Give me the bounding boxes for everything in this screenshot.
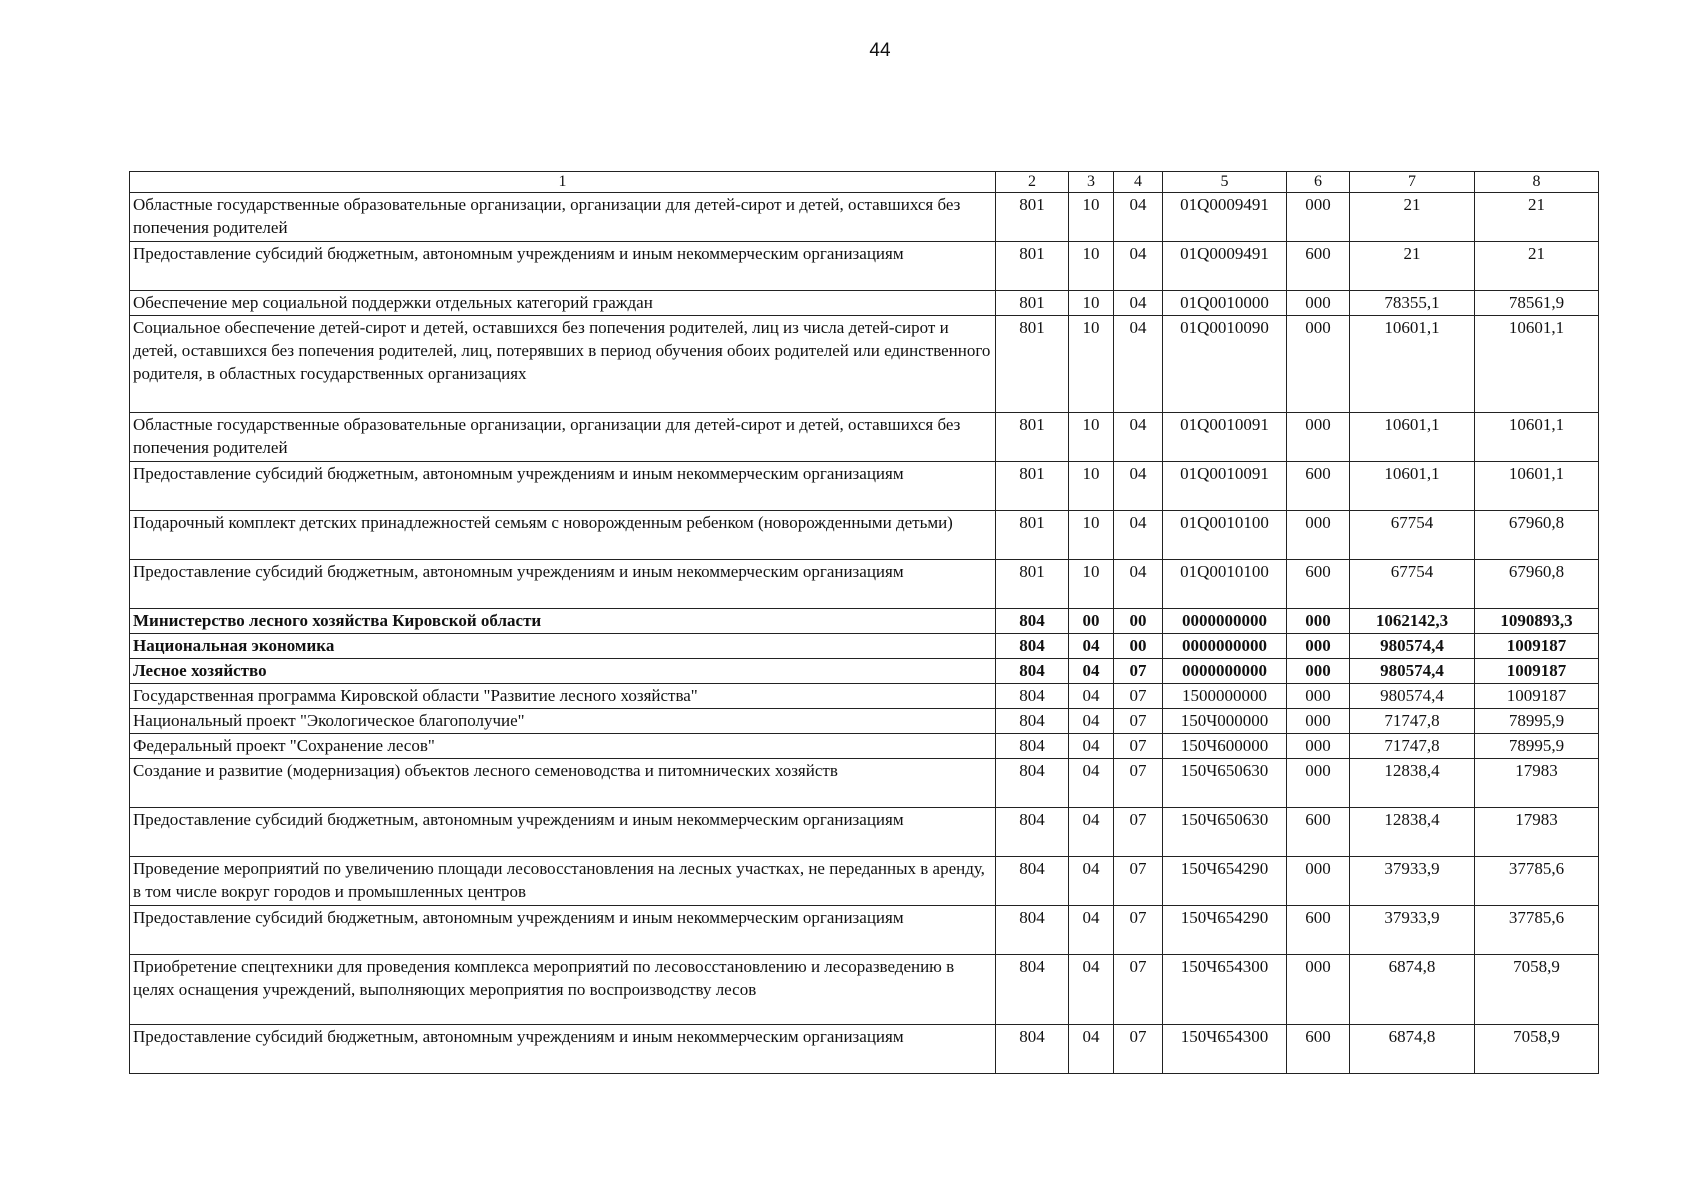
row-code-6: 000 — [1287, 193, 1350, 242]
row-code-3: 10 — [1069, 511, 1114, 560]
row-code-2: 804 — [996, 634, 1069, 659]
row-value-8: 37785,6 — [1475, 857, 1599, 906]
table-row — [130, 709, 1599, 734]
row-value-8: 21 — [1475, 242, 1599, 291]
row-code-2: 804 — [996, 684, 1069, 709]
row-code-4: 00 — [1114, 609, 1163, 634]
row-value-8: 67960,8 — [1475, 511, 1599, 560]
row-value-7: 980574,4 — [1350, 659, 1475, 684]
row-code-4: 07 — [1114, 684, 1163, 709]
row-value-8: 1009187 — [1475, 634, 1599, 659]
row-code-5: 150Ч000000 — [1163, 709, 1287, 734]
row-code-5: 1500000000 — [1163, 684, 1287, 709]
row-code-2: 804 — [996, 734, 1069, 759]
row-name: Федеральный проект "Сохранение лесов" — [130, 734, 996, 759]
row-name: Создание и развитие (модернизация) объектов лесного семеноводства и питомнических хозяйств — [130, 759, 996, 808]
row-value-7: 10601,1 — [1350, 316, 1475, 413]
row-code-3: 04 — [1069, 1025, 1114, 1074]
row-value-7: 67754 — [1350, 511, 1475, 560]
row-code-3: 10 — [1069, 291, 1114, 316]
table-row — [130, 734, 1599, 759]
row-name: Подарочный комплект детских принадлежностей семьям с новорожденным ребенком (новорожденными детьми) — [130, 511, 996, 560]
row-code-2: 801 — [996, 242, 1069, 291]
table-body — [130, 193, 1599, 1074]
table-row — [130, 413, 1599, 462]
row-name: Предоставление субсидий бюджетным, автономным учреждениям и иным некоммерческим организациям — [130, 462, 996, 511]
column-header: 8 — [1475, 172, 1599, 193]
row-code-3: 10 — [1069, 462, 1114, 511]
row-name: Национальная экономика — [130, 634, 996, 659]
row-code-6: 000 — [1287, 659, 1350, 684]
table-row — [130, 462, 1599, 511]
row-code-5: 0000000000 — [1163, 634, 1287, 659]
column-header: 5 — [1163, 172, 1287, 193]
row-value-7: 6874,8 — [1350, 1025, 1475, 1074]
row-value-8: 10601,1 — [1475, 316, 1599, 413]
column-header: 3 — [1069, 172, 1114, 193]
row-name: Предоставление субсидий бюджетным, автономным учреждениям и иным некоммерческим организациям — [130, 808, 996, 857]
row-code-3: 04 — [1069, 709, 1114, 734]
row-code-6: 600 — [1287, 808, 1350, 857]
row-code-2: 801 — [996, 511, 1069, 560]
row-value-8: 1090893,3 — [1475, 609, 1599, 634]
row-code-6: 600 — [1287, 462, 1350, 511]
row-code-4: 04 — [1114, 462, 1163, 511]
row-value-7: 980574,4 — [1350, 684, 1475, 709]
row-name: Лесное хозяйство — [130, 659, 996, 684]
row-code-4: 07 — [1114, 659, 1163, 684]
row-code-6: 000 — [1287, 291, 1350, 316]
page-number: 44 — [869, 40, 891, 61]
row-name: Социальное обеспечение детей-сирот и детей, оставшихся без попечения родителей, лиц из числа детей-сирот и детей, оставшихся без попечения родителей, лиц, потерявших в период обучения обоих родителей или единственного родителя, в областных государственных организациях — [130, 316, 996, 413]
row-code-2: 804 — [996, 808, 1069, 857]
row-value-7: 6874,8 — [1350, 955, 1475, 1025]
row-code-5: 01Q0010100 — [1163, 560, 1287, 609]
row-code-2: 801 — [996, 193, 1069, 242]
row-value-7: 71747,8 — [1350, 709, 1475, 734]
row-code-5: 01Q0009491 — [1163, 193, 1287, 242]
row-code-3: 04 — [1069, 906, 1114, 955]
row-code-2: 804 — [996, 955, 1069, 1025]
column-header: 1 — [130, 172, 996, 193]
row-value-7: 37933,9 — [1350, 857, 1475, 906]
row-code-6: 000 — [1287, 955, 1350, 1025]
row-code-6: 000 — [1287, 609, 1350, 634]
row-code-3: 10 — [1069, 413, 1114, 462]
row-value-7: 71747,8 — [1350, 734, 1475, 759]
row-code-5: 0000000000 — [1163, 609, 1287, 634]
row-code-2: 804 — [996, 709, 1069, 734]
row-code-4: 04 — [1114, 193, 1163, 242]
row-code-3: 04 — [1069, 857, 1114, 906]
row-value-8: 10601,1 — [1475, 413, 1599, 462]
row-value-7: 980574,4 — [1350, 634, 1475, 659]
column-header: 4 — [1114, 172, 1163, 193]
row-code-6: 000 — [1287, 857, 1350, 906]
row-code-6: 600 — [1287, 906, 1350, 955]
row-value-8: 7058,9 — [1475, 1025, 1599, 1074]
row-code-3: 04 — [1069, 634, 1114, 659]
row-code-2: 804 — [996, 659, 1069, 684]
row-code-6: 000 — [1287, 634, 1350, 659]
row-value-8: 37785,6 — [1475, 906, 1599, 955]
table-row — [130, 609, 1599, 634]
row-value-7: 78355,1 — [1350, 291, 1475, 316]
row-code-4: 07 — [1114, 709, 1163, 734]
column-header: 2 — [996, 172, 1069, 193]
row-value-8: 1009187 — [1475, 659, 1599, 684]
row-name: Областные государственные образовательные организации, организации для детей-сирот и детей, оставшихся без попечения родителей — [130, 193, 996, 242]
row-code-4: 04 — [1114, 560, 1163, 609]
row-name: Областные государственные образовательные организации, организации для детей-сирот и детей, оставшихся без попечения родителей — [130, 413, 996, 462]
row-code-4: 07 — [1114, 906, 1163, 955]
row-code-2: 804 — [996, 857, 1069, 906]
row-value-7: 21 — [1350, 193, 1475, 242]
row-value-8: 17983 — [1475, 759, 1599, 808]
row-code-6: 000 — [1287, 709, 1350, 734]
row-code-3: 04 — [1069, 659, 1114, 684]
row-code-4: 07 — [1114, 759, 1163, 808]
row-code-2: 801 — [996, 316, 1069, 413]
row-code-3: 04 — [1069, 808, 1114, 857]
row-code-5: 150Ч654290 — [1163, 906, 1287, 955]
row-code-3: 04 — [1069, 759, 1114, 808]
row-code-6: 600 — [1287, 560, 1350, 609]
table-row — [130, 1025, 1599, 1074]
table-row — [130, 193, 1599, 242]
row-code-5: 01Q0010100 — [1163, 511, 1287, 560]
row-code-4: 07 — [1114, 955, 1163, 1025]
row-code-4: 07 — [1114, 734, 1163, 759]
table-row — [130, 291, 1599, 316]
column-header: 6 — [1287, 172, 1350, 193]
row-value-7: 10601,1 — [1350, 413, 1475, 462]
row-code-4: 04 — [1114, 242, 1163, 291]
row-code-2: 801 — [996, 560, 1069, 609]
row-code-3: 00 — [1069, 609, 1114, 634]
header-row — [130, 172, 1599, 193]
row-name: Национальный проект "Экологическое благополучие" — [130, 709, 996, 734]
table-row — [130, 684, 1599, 709]
row-name: Предоставление субсидий бюджетным, автономным учреждениям и иным некоммерческим организациям — [130, 906, 996, 955]
row-code-5: 150Ч654300 — [1163, 1025, 1287, 1074]
row-code-2: 801 — [996, 291, 1069, 316]
row-value-8: 78995,9 — [1475, 709, 1599, 734]
row-code-5: 150Ч654300 — [1163, 955, 1287, 1025]
row-code-6: 000 — [1287, 413, 1350, 462]
table-row — [130, 808, 1599, 857]
column-header: 7 — [1350, 172, 1475, 193]
table-row — [130, 560, 1599, 609]
table-row — [130, 906, 1599, 955]
row-value-7: 12838,4 — [1350, 808, 1475, 857]
row-code-6: 000 — [1287, 684, 1350, 709]
row-code-4: 04 — [1114, 316, 1163, 413]
row-value-7: 1062142,3 — [1350, 609, 1475, 634]
row-code-5: 150Ч650630 — [1163, 808, 1287, 857]
row-code-5: 150Ч654290 — [1163, 857, 1287, 906]
row-value-8: 7058,9 — [1475, 955, 1599, 1025]
table-row — [130, 659, 1599, 684]
row-code-6: 000 — [1287, 759, 1350, 808]
table-row — [130, 242, 1599, 291]
row-code-2: 801 — [996, 413, 1069, 462]
table-row — [130, 511, 1599, 560]
row-code-4: 00 — [1114, 634, 1163, 659]
table-row — [130, 634, 1599, 659]
row-code-3: 04 — [1069, 734, 1114, 759]
row-name: Государственная программа Кировской области "Развитие лесного хозяйства" — [130, 684, 996, 709]
row-code-2: 804 — [996, 1025, 1069, 1074]
row-code-3: 04 — [1069, 684, 1114, 709]
row-value-8: 78995,9 — [1475, 734, 1599, 759]
row-code-5: 0000000000 — [1163, 659, 1287, 684]
row-code-3: 10 — [1069, 560, 1114, 609]
row-code-6: 000 — [1287, 316, 1350, 413]
row-code-4: 04 — [1114, 413, 1163, 462]
table-row — [130, 316, 1599, 413]
row-code-3: 10 — [1069, 242, 1114, 291]
row-code-2: 801 — [996, 462, 1069, 511]
row-name: Министерство лесного хозяйства Кировской области — [130, 609, 996, 634]
row-code-4: 04 — [1114, 511, 1163, 560]
row-code-5: 01Q0009491 — [1163, 242, 1287, 291]
row-code-2: 804 — [996, 906, 1069, 955]
row-value-8: 1009187 — [1475, 684, 1599, 709]
row-code-4: 07 — [1114, 1025, 1163, 1074]
row-code-4: 07 — [1114, 808, 1163, 857]
row-value-7: 37933,9 — [1350, 906, 1475, 955]
row-value-7: 12838,4 — [1350, 759, 1475, 808]
row-code-2: 804 — [996, 609, 1069, 634]
row-name: Проведение мероприятий по увеличению площади лесовосстановления на лесных участках, не переданных в аренду, в том числе вокруг городов и промышленных центров — [130, 857, 996, 906]
row-name: Предоставление субсидий бюджетным, автономным учреждениям и иным некоммерческим организациям — [130, 242, 996, 291]
row-name: Предоставление субсидий бюджетным, автономным учреждениям и иным некоммерческим организациям — [130, 560, 996, 609]
row-value-8: 10601,1 — [1475, 462, 1599, 511]
row-value-7: 21 — [1350, 242, 1475, 291]
row-value-8: 17983 — [1475, 808, 1599, 857]
row-value-8: 67960,8 — [1475, 560, 1599, 609]
row-value-7: 10601,1 — [1350, 462, 1475, 511]
row-code-6: 000 — [1287, 511, 1350, 560]
row-code-6: 600 — [1287, 1025, 1350, 1074]
budget-table — [129, 171, 1599, 1074]
row-code-5: 01Q0010091 — [1163, 462, 1287, 511]
row-code-5: 01Q0010091 — [1163, 413, 1287, 462]
row-code-3: 04 — [1069, 955, 1114, 1025]
table-row — [130, 857, 1599, 906]
row-code-6: 600 — [1287, 242, 1350, 291]
table-row — [130, 759, 1599, 808]
row-value-7: 67754 — [1350, 560, 1475, 609]
row-code-3: 10 — [1069, 193, 1114, 242]
row-name: Обеспечение мер социальной поддержки отдельных категорий граждан — [130, 291, 996, 316]
row-code-5: 01Q0010090 — [1163, 316, 1287, 413]
row-code-5: 01Q0010000 — [1163, 291, 1287, 316]
row-code-5: 150Ч600000 — [1163, 734, 1287, 759]
row-value-8: 21 — [1475, 193, 1599, 242]
row-value-8: 78561,9 — [1475, 291, 1599, 316]
row-code-3: 10 — [1069, 316, 1114, 413]
row-code-2: 804 — [996, 759, 1069, 808]
row-code-5: 150Ч650630 — [1163, 759, 1287, 808]
row-name: Предоставление субсидий бюджетным, автономным учреждениям и иным некоммерческим организациям — [130, 1025, 996, 1074]
row-name: Приобретение спецтехники для проведения комплекса мероприятий по лесовосстановлению и лесоразведению в целях оснащения учреждений, выполняющих мероприятия по воспроизводству лесов — [130, 955, 996, 1025]
row-code-6: 000 — [1287, 734, 1350, 759]
row-code-4: 07 — [1114, 857, 1163, 906]
row-code-4: 04 — [1114, 291, 1163, 316]
table-row — [130, 955, 1599, 1025]
